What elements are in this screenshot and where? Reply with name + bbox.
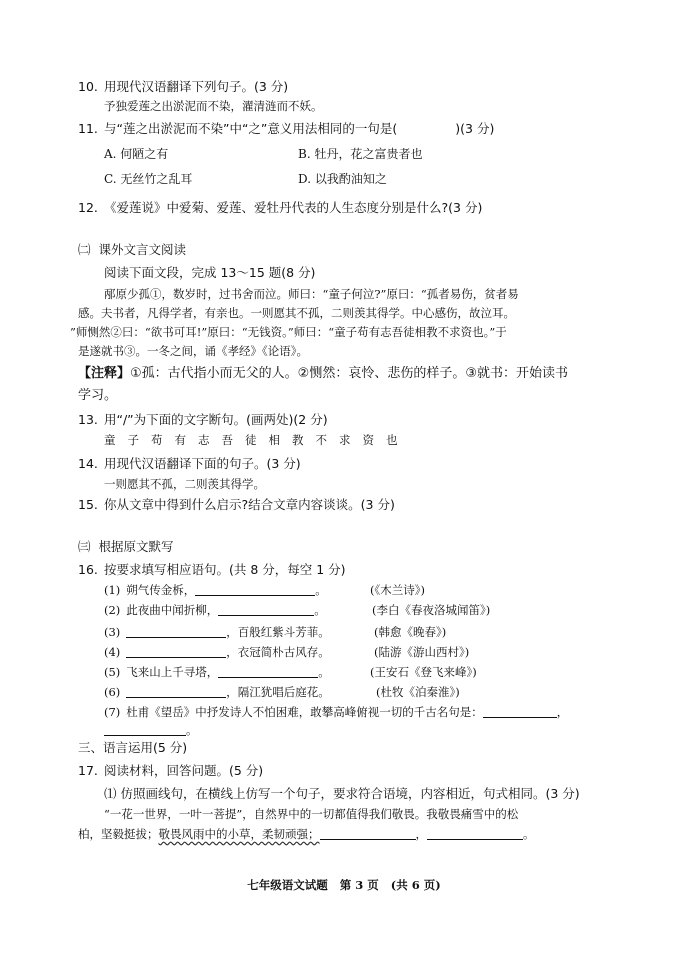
- q10-number: 10.: [78, 79, 98, 94]
- passage-line-4: 是遂就书③。一冬之间，诵《孝经》《论语》。: [78, 344, 308, 358]
- q16-item-3-number: (3): [104, 625, 121, 639]
- q16-item-2-number: (2): [104, 603, 121, 617]
- q17-prompt: [78, 763, 263, 779]
- q13-sentence: 童子苟有志吾徒相教不求资也: [104, 433, 410, 447]
- q16-item-7: [104, 704, 568, 720]
- q12-prompt: [78, 200, 482, 216]
- q16-item-7-line-2: [104, 722, 198, 738]
- q16-item-7-text: 杜甫《望岳》中抒发诗人不怕困难，敢攀高峰俯视一切的千古名句是：: [126, 705, 483, 719]
- notes-line-2: 学习。: [78, 388, 118, 403]
- q16-item-1: [104, 582, 327, 598]
- q16-item-6-post: ，隔江犹唱后庭花。: [226, 685, 330, 699]
- q15-number: 15.: [78, 497, 98, 512]
- q16-item-7-blank-2[interactable]: [104, 723, 186, 736]
- q16-item-1-post: 。: [315, 583, 327, 597]
- q16-item-4-source: (陆游《游山西村》): [374, 645, 470, 659]
- q16-item-7-number: (7): [104, 705, 121, 719]
- q16-item-2-blank[interactable]: [218, 603, 314, 616]
- q17-line-2-pre: 柏，坚毅挺拔；: [78, 827, 159, 841]
- q17-comma: ，: [415, 827, 427, 841]
- page-footer: [0, 877, 688, 893]
- footer-page-number: 第 3 页: [339, 878, 379, 892]
- q14-number: 14.: [78, 456, 98, 471]
- q16-item-1-source: (《木兰诗》): [370, 583, 425, 597]
- q10-sentence: 予独爱莲之出淤泥而不染，濯清涟而不妖。: [104, 99, 323, 113]
- q17-blank-1[interactable]: [320, 827, 416, 840]
- q16-number: 16.: [78, 562, 98, 577]
- q17-text: 阅读材料，回答问题。(5 分): [104, 763, 264, 778]
- footer-total-pages: (共 6 页): [390, 878, 441, 892]
- q16-item-4: [104, 644, 330, 660]
- q17-material-line-2: [78, 826, 535, 842]
- passage-intro: 阅读下面文段，完成 13～15 题(8 分): [104, 265, 316, 280]
- notes-label: 【注释】: [78, 366, 131, 381]
- q16-item-1-number: (1): [104, 583, 121, 597]
- q12-text: 《爱莲说》中爱菊、爱莲、爱牡丹代表的人生态度分别是什么?(3 分): [104, 200, 483, 215]
- q11-number: 11.: [78, 121, 98, 136]
- q17-blank-2[interactable]: [427, 827, 523, 840]
- q16-text: 按要求填写相应语句。(共 8 分，每空 1 分): [104, 562, 346, 577]
- q16-item-1-blank[interactable]: [195, 583, 315, 596]
- q14-text: 用现代汉语翻译下面的句子。(3 分): [104, 456, 301, 471]
- section-language-heading: 三、语言运用(5 分): [78, 740, 188, 755]
- q10-prompt: [78, 79, 288, 95]
- q16-item-7-blank-1[interactable]: [483, 705, 557, 718]
- q14-prompt: [78, 456, 301, 472]
- section-3-title: 根据原文默写: [98, 539, 174, 554]
- q12-number: 12.: [78, 200, 98, 215]
- q16-item-4-blank[interactable]: [126, 645, 226, 658]
- q16-prompt: [78, 562, 346, 578]
- q17-end: 。: [523, 827, 535, 841]
- q16-item-6-source: (杜牧《泊秦淮》): [376, 685, 460, 699]
- q11-option-b[interactable]: B. 牡丹，花之富贵者也: [298, 147, 423, 161]
- notes-line-1: [78, 366, 568, 382]
- passage-line-3: ”师恻然②曰：“欲书可耳!”原曰：“无钱资。”师曰：“童子苟有志吾徒相教不求资也。”于: [70, 325, 507, 339]
- q17-sub-1: ⑴ 仿照画线句，在横线上仿写一个句子，要求符合语境，内容相近，句式相同。(3 分): [104, 786, 580, 801]
- q16-item-3: [104, 624, 330, 640]
- q16-item-3-blank[interactable]: [126, 625, 226, 638]
- q17-number: 17.: [78, 763, 98, 778]
- q16-item-5-pre: 飞来山上千寻塔，: [126, 665, 219, 679]
- q11-option-d[interactable]: D. 以我酌油知之: [298, 172, 387, 186]
- q15-text: 你从文章中得到什么启示?结合文章内容谈谈。(3 分): [104, 497, 395, 512]
- q16-item-5-source: (王安石《登飞来峰》): [370, 665, 477, 679]
- notes-text: ①孤：古代指小而无父的人。②恻然：哀怜、悲伤的样子。③就书：开始读书: [130, 366, 568, 381]
- q16-item-7-end: 。: [186, 723, 198, 737]
- q16-item-5-number: (5): [104, 665, 121, 679]
- q17-underlined-sentence: 敬畏风雨中的小草，柔韧顽强；: [158, 827, 320, 841]
- q16-item-2-pre: 此夜曲中闻折柳，: [126, 603, 219, 617]
- q10-text: 用现代汉语翻译下列句子。(3 分): [104, 79, 289, 94]
- q13-prompt: [78, 412, 328, 428]
- section-3-label: ㈢: [78, 539, 91, 554]
- q13-text: 用“/”为下面的文字断句。(画两处)(2 分): [104, 412, 328, 427]
- q11-option-a[interactable]: A. 何陋之有: [104, 147, 169, 161]
- q16-item-3-post: ，百般红紫斗芳菲。: [226, 625, 330, 639]
- q16-item-1-pre: 朔气传金柝，: [126, 583, 196, 597]
- q16-item-7-comma: ，: [556, 705, 569, 719]
- q11-text: 与“莲之出淤泥而不染”中“之”意义用法相同的一句是(: [104, 121, 398, 136]
- q16-item-5-blank[interactable]: [218, 665, 318, 678]
- section-2-label: ㈡: [78, 242, 91, 257]
- q11-option-c[interactable]: C. 无丝竹之乱耳: [104, 172, 193, 186]
- q13-number: 13.: [78, 412, 98, 427]
- passage-line-2: 感。夫书者，凡得学者，有亲也。一则愿其不孤，二则羡其得学。中心感伤，故泣耳。: [78, 306, 515, 320]
- q16-item-4-post: ，衣冠简朴古风存。: [226, 645, 330, 659]
- section-2-title: 课外文言文阅读: [98, 242, 187, 257]
- footer-subject: 七年级语文试题: [247, 878, 328, 892]
- q16-item-6: [104, 684, 330, 700]
- q16-item-2: [104, 602, 326, 618]
- q15-prompt: [78, 497, 395, 513]
- passage-line-1: 邴原少孤①，数岁时，过书舍而泣。师曰：“童子何泣?”原曰：“孤者易伤，贫者易: [104, 287, 519, 301]
- q11-score: )(3 分): [455, 121, 495, 136]
- q16-item-2-source: (李白《春夜洛城闻笛》): [372, 603, 491, 617]
- q14-sentence: 一则愿其不孤，二则羡其得学。: [104, 477, 265, 491]
- q16-item-4-number: (4): [104, 645, 121, 659]
- section-2-heading: [78, 242, 186, 258]
- q16-item-3-source: (韩愈《晚春》): [374, 625, 447, 639]
- q16-item-6-number: (6): [104, 685, 121, 699]
- q16-item-5: [104, 664, 330, 680]
- section-3-heading: [78, 539, 174, 555]
- q17-material-line-1: “一花一世界，一叶一菩提”，自然界中的一切都值得我们敬畏。我敬畏痛雪中的松: [104, 807, 519, 821]
- q16-item-2-post: 。: [314, 603, 326, 617]
- q11-prompt: [78, 121, 494, 137]
- q16-item-5-post: 。: [318, 665, 330, 679]
- q16-item-6-blank[interactable]: [126, 685, 226, 698]
